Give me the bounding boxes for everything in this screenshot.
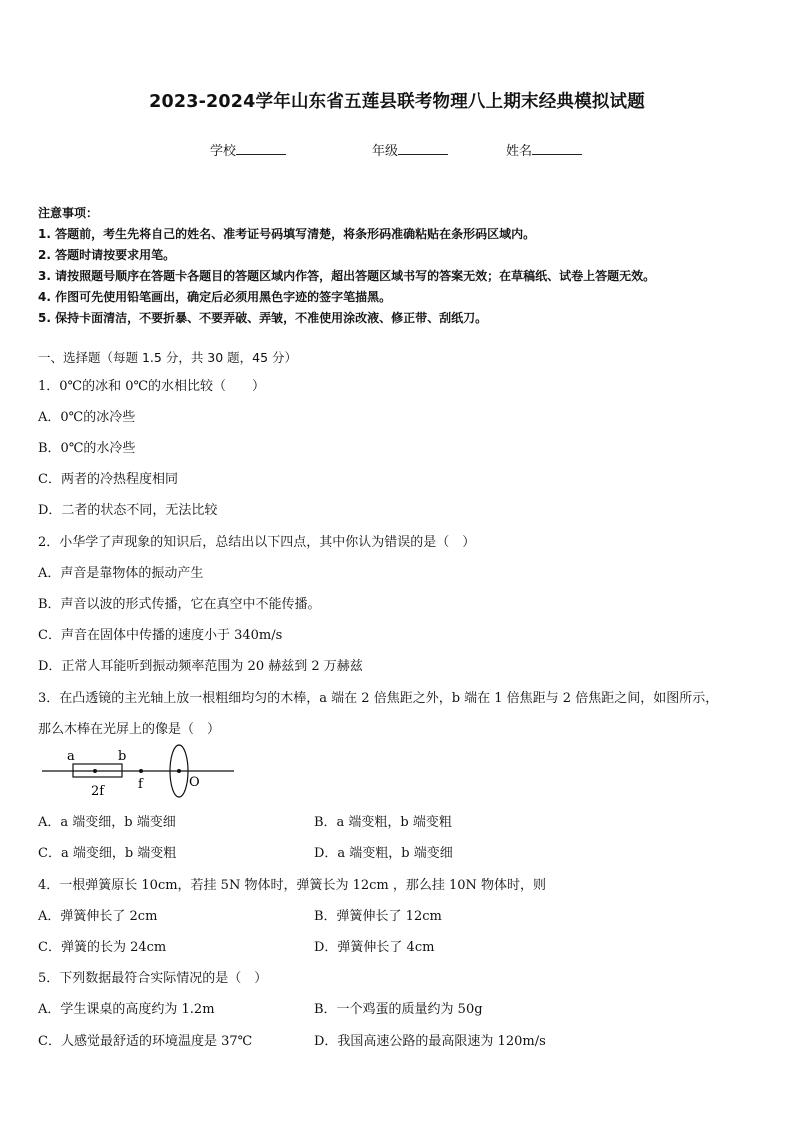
point-2f	[93, 769, 97, 773]
note-item: 3. 请按照题号顺序在答题卡各题目的答题区域内作答，超出答题区域书写的答案无效；在草稿纸、试卷上答题无效。	[38, 269, 656, 283]
page-title: 2023-2024学年山东省五莲县联考物理八上期末经典模拟试题	[149, 92, 645, 112]
q1-option-b[interactable]: B．0℃的水冷些	[38, 441, 136, 456]
q4-option-c[interactable]: C．弹簧的长为 24cm	[38, 940, 167, 955]
q2-option-b[interactable]: B．声音以波的形式传播，它在真空中不能传播。	[38, 597, 321, 612]
q1-option-d[interactable]: D．二者的状态不同，无法比较	[38, 503, 218, 518]
grade-blank[interactable]	[398, 140, 448, 155]
label-a: a	[67, 749, 75, 764]
student-info-line	[0, 140, 794, 160]
grade-field[interactable]	[372, 140, 448, 159]
section-title: 一、选择题（每题 1.5 分，共 30 题，45 分）	[38, 350, 298, 365]
lens-diagram	[38, 742, 238, 808]
note-item: 4. 作图可先使用铅笔画出，确定后必须用黑色字迹的签字笔描黑。	[38, 290, 392, 304]
q2-option-a[interactable]: A．声音是靠物体的振动产生	[38, 566, 204, 581]
q4-stem: 4．一根弹簧原长 10cm，若挂 5N 物体时，弹簧长为 12cm ，那么挂 10N 物体时，则	[38, 878, 547, 893]
q1-stem: 1．0℃的冰和 0℃的水相比较（ ）	[38, 379, 266, 394]
q5-stem: 5．下列数据最符合实际情况的是（ ）	[38, 971, 268, 986]
q1-option-c[interactable]: C．两者的冷热程度相同	[38, 472, 178, 487]
q2-stem: 2．小华学了声现象的知识后，总结出以下四点，其中你认为错误的是（ ）	[38, 535, 476, 550]
label-f: f	[138, 777, 143, 792]
q4-option-b[interactable]: B．弹簧伸长了 12cm	[314, 909, 442, 924]
q3-option-c[interactable]: C．a 端变细，b 端变粗	[38, 846, 177, 861]
q3-option-a[interactable]: A．a 端变细，b 端变细	[38, 815, 176, 830]
notes-block	[38, 203, 778, 329]
q3-stem-line1: 3．在凸透镜的主光轴上放一根粗细均匀的木棒，a 端在 2 倍焦距之外，b 端在 1 倍焦距与 2 倍焦距之间，如图所示，	[38, 691, 719, 706]
note-item: 2. 答题时请按要求用笔。	[38, 248, 176, 262]
notes-heading: 注意事项：	[38, 206, 99, 220]
q3-option-b[interactable]: B．a 端变粗，b 端变粗	[314, 815, 452, 830]
q5-option-c[interactable]: C．人感觉最舒适的环境温度是 37℃	[38, 1034, 253, 1049]
label-b: b	[118, 749, 127, 764]
q5-option-a[interactable]: A．学生课桌的高度约为 1.2m	[38, 1002, 215, 1017]
q4-option-d[interactable]: D．弹簧伸长了 4cm	[314, 940, 435, 955]
q4-option-a[interactable]: A．弹簧伸长了 2cm	[38, 909, 158, 924]
note-item: 5. 保持卡面清洁，不要折暴、不要弄破、弄皱，不准使用涂改液、修正带、刮纸刀。	[38, 311, 488, 325]
q3-option-d[interactable]: D．a 端变粗，b 端变细	[314, 846, 453, 861]
school-field[interactable]	[210, 140, 286, 159]
q3-stem-line2: 那么木棒在光屏上的像是（ ）	[38, 722, 221, 737]
grade-label: 年级	[372, 144, 399, 159]
label-o: O	[189, 775, 200, 790]
school-label: 学校	[210, 144, 237, 159]
label-2f: 2f	[91, 784, 105, 799]
q5-option-b[interactable]: B．一个鸡蛋的质量约为 50g	[314, 1002, 483, 1017]
q1-option-a[interactable]: A．0℃的冰冷些	[38, 410, 136, 425]
name-label: 姓名	[506, 144, 533, 159]
name-blank[interactable]	[532, 140, 582, 155]
note-item: 1. 答题前，考生先将自己的姓名、准考证号码填写清楚，将条形码准确粘贴在条形码区域内。	[38, 227, 536, 241]
q2-option-d[interactable]: D．正常人耳能听到振动频率范围为 20 赫兹到 2 万赫兹	[38, 659, 363, 674]
lens-diagram-svg	[38, 742, 238, 804]
name-field[interactable]	[506, 140, 582, 159]
school-blank[interactable]	[236, 140, 286, 155]
point-f	[139, 769, 143, 773]
point-o	[177, 769, 181, 773]
q2-option-c[interactable]: C．声音在固体中传播的速度小于 340m/s	[38, 628, 283, 643]
q5-option-d[interactable]: D．我国高速公路的最高限速为 120m/s	[314, 1034, 546, 1049]
